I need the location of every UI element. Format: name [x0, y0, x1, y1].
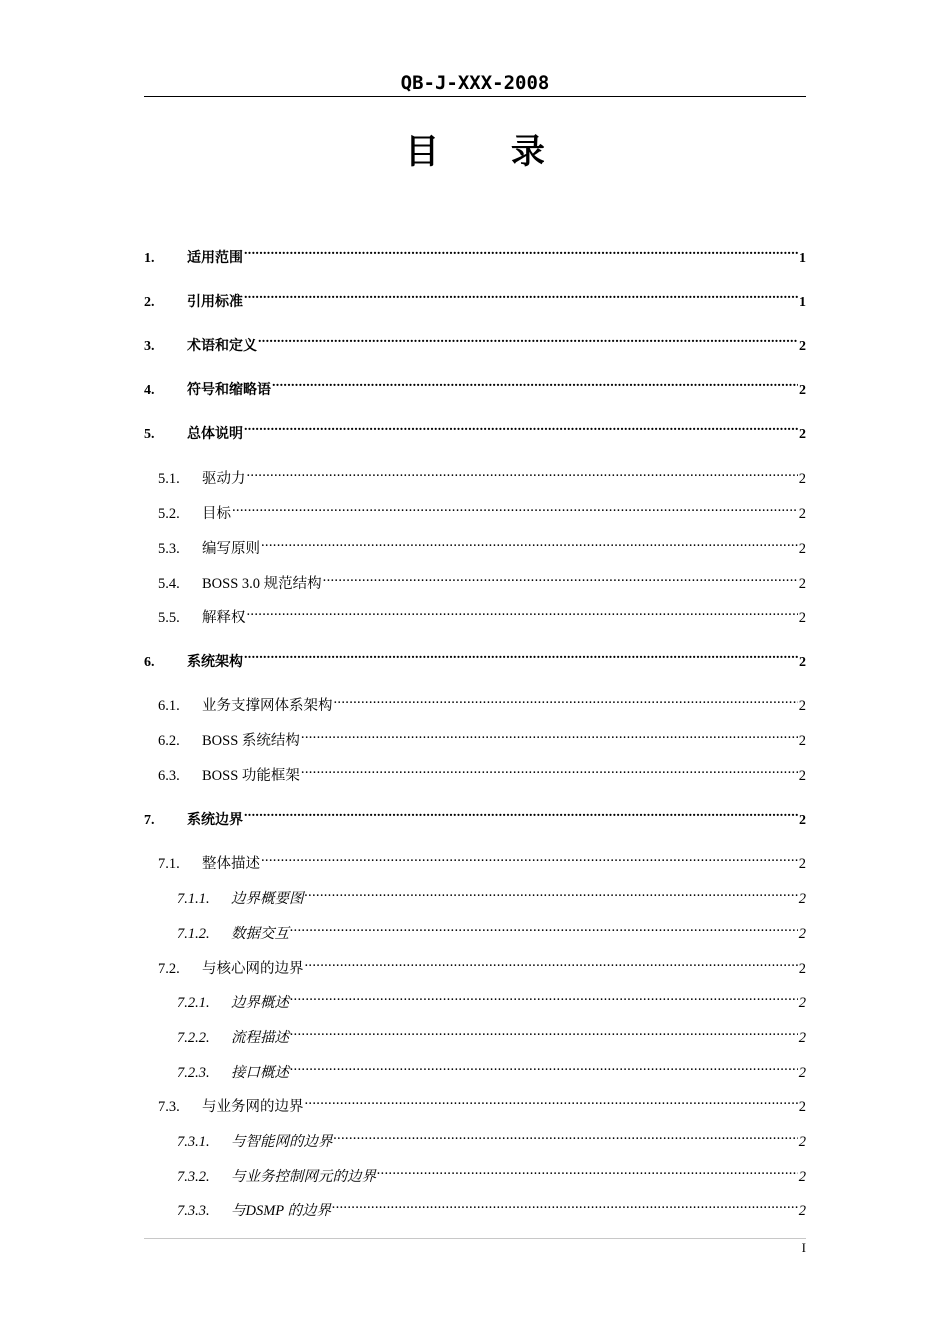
toc-dot-leader — [305, 1091, 798, 1111]
toc-entry[interactable] — [158, 602, 806, 626]
toc-entry-number: 5.5. — [158, 610, 180, 626]
toc-entry-number: 5.2. — [158, 506, 180, 522]
toc-entry-page: 2 — [799, 427, 806, 442]
toc-entry-page: 2 — [798, 506, 806, 522]
toc-entry-title: 边界概要图 — [231, 891, 304, 907]
toc-dot-leader — [334, 690, 798, 710]
toc-entry-page: 2 — [798, 541, 806, 557]
toc-entry-title: 符号和缩略语 — [187, 382, 271, 398]
toc-entry-title: 接口概述 — [231, 1065, 289, 1081]
toc-entry-number: 2. — [144, 295, 155, 310]
toc-entry-number: 5.3. — [158, 541, 180, 557]
toc-entry[interactable] — [158, 533, 806, 557]
toc-entry-title: BOSS 功能框架 — [202, 768, 300, 784]
toc-entry-page: 2 — [799, 655, 806, 670]
toc-entry-title: 整体描述 — [202, 856, 260, 872]
toc-entry-number: 7.2.2. — [177, 1030, 210, 1046]
toc-entry-title: 系统边界 — [187, 812, 243, 828]
toc-entry-number: 1. — [144, 251, 155, 266]
toc-entry-title: 流程描述 — [231, 1030, 289, 1046]
toc-entry-number: 7.1. — [158, 856, 180, 872]
toc-entry-number: 6.3. — [158, 768, 180, 784]
toc-dot-leader — [244, 804, 798, 824]
toc-entry[interactable] — [158, 760, 806, 784]
toc-entry-number: 7. — [144, 813, 155, 828]
toc-entry[interactable] — [177, 918, 806, 942]
toc-entry-title: 适用范围 — [187, 250, 243, 266]
toc-entry-title: 系统架构 — [187, 654, 243, 670]
toc-dot-leader — [332, 1195, 798, 1215]
toc-dot-leader — [301, 760, 798, 780]
toc-entry-title: 数据交互 — [231, 926, 289, 942]
toc-entry[interactable] — [144, 804, 806, 828]
document-number-header: QB-J-XXX-2008 — [400, 72, 550, 94]
toc-entry[interactable] — [144, 330, 806, 354]
toc-entry-number: 6. — [144, 655, 155, 670]
toc-entry-title: 目标 — [202, 506, 231, 522]
toc-entry[interactable] — [158, 848, 806, 872]
toc-entry-page: 2 — [798, 1099, 806, 1115]
toc-entry[interactable] — [144, 286, 806, 310]
toc-entry-title: 编写原则 — [202, 541, 260, 557]
toc-dot-leader — [261, 533, 798, 553]
toc-entry-title: 术语和定义 — [187, 338, 257, 354]
toc-entry[interactable] — [177, 1057, 806, 1081]
toc-entry[interactable] — [177, 1195, 806, 1219]
toc-entry-number: 3. — [144, 339, 155, 354]
toc-entry[interactable] — [144, 418, 806, 442]
toc-entry-title: BOSS 系统结构 — [202, 733, 300, 749]
toc-dot-leader — [323, 568, 798, 588]
toc-dot-leader — [305, 953, 798, 973]
toc-entry[interactable] — [158, 725, 806, 749]
toc-entry-number: 7.3.2. — [177, 1169, 210, 1185]
toc-entry-page: 2 — [798, 1065, 806, 1081]
toc-dot-leader — [377, 1161, 798, 1181]
footer-rule — [144, 1238, 806, 1239]
toc-entry-page: 2 — [798, 961, 806, 977]
toc-entry-title: 与核心网的边界 — [202, 961, 304, 977]
toc-entry-page: 2 — [798, 891, 806, 907]
toc-entry-page: 2 — [798, 471, 806, 487]
toc-entry-number: 4. — [144, 383, 155, 398]
toc-entry-page: 2 — [799, 813, 806, 828]
toc-entry-page: 2 — [798, 995, 806, 1011]
toc-entry[interactable] — [177, 1161, 806, 1185]
toc-dot-leader — [244, 286, 798, 306]
toc-entry[interactable] — [144, 374, 806, 398]
toc-entry[interactable] — [158, 463, 806, 487]
toc-dot-leader — [261, 848, 798, 868]
toc-entry-page: 2 — [798, 1203, 806, 1219]
toc-entry-number: 7.2.3. — [177, 1065, 210, 1081]
toc-entry[interactable] — [158, 953, 806, 977]
toc-entry-title: 驱动力 — [202, 471, 246, 487]
toc-entry[interactable] — [144, 242, 806, 266]
toc-entry-page: 2 — [798, 926, 806, 942]
toc-entry[interactable] — [158, 1091, 806, 1115]
toc-dot-leader — [244, 646, 798, 666]
toc-dot-leader — [290, 987, 798, 1007]
toc-entry[interactable] — [177, 1126, 806, 1150]
toc-dot-leader — [305, 883, 798, 903]
toc-dot-leader — [244, 242, 798, 262]
toc-entry-page: 2 — [798, 1169, 806, 1185]
toc-entry-title: 解释权 — [202, 610, 246, 626]
toc-entry[interactable] — [158, 690, 806, 714]
toc-dot-leader — [290, 1022, 798, 1042]
toc-dot-leader — [334, 1126, 798, 1146]
toc-entry-page: 2 — [798, 1030, 806, 1046]
toc-entry[interactable] — [158, 568, 806, 592]
toc-entry[interactable] — [177, 1022, 806, 1046]
toc-entry-number: 6.1. — [158, 698, 180, 714]
toc-entry-title: 边界概述 — [231, 995, 289, 1011]
toc-entry-number: 7.3. — [158, 1099, 180, 1115]
toc-entry[interactable] — [144, 646, 806, 670]
toc-dot-leader — [247, 463, 798, 483]
toc-dot-leader — [272, 374, 798, 394]
toc-title: 目 录 — [405, 132, 575, 172]
toc-entry[interactable] — [177, 883, 806, 907]
toc-entry-page: 1 — [799, 295, 806, 310]
toc-entry-page: 2 — [798, 698, 806, 714]
toc-entry-page: 2 — [798, 856, 806, 872]
toc-entry-title: 与DSMP 的边界 — [231, 1203, 332, 1219]
toc-entry-title: 与业务控制网元的边界 — [231, 1169, 376, 1185]
toc-entry-number: 5.4. — [158, 576, 180, 592]
toc-entry-number: 7.2. — [158, 961, 180, 977]
toc-entry-page: 2 — [799, 383, 806, 398]
toc-entry-number: 7.1.1. — [177, 891, 210, 907]
toc-entry-page: 2 — [798, 768, 806, 784]
toc-dot-leader — [290, 1057, 798, 1077]
header-rule — [144, 96, 806, 97]
toc-entry-number: 5. — [144, 427, 155, 442]
toc-entry-title: BOSS 3.0 规范结构 — [202, 576, 322, 592]
toc-dot-leader — [258, 330, 798, 350]
toc-entry-title: 与业务网的边界 — [202, 1099, 304, 1115]
toc-entry-page: 2 — [798, 733, 806, 749]
toc-entry-title: 业务支撑网体系架构 — [202, 698, 333, 714]
toc-entry-page: 2 — [798, 1134, 806, 1150]
toc-entry-page: 2 — [799, 339, 806, 354]
toc-dot-leader — [290, 918, 798, 938]
toc-entry-number: 7.3.3. — [177, 1203, 210, 1219]
toc-dot-leader — [244, 418, 798, 438]
toc-entry[interactable] — [158, 498, 806, 522]
toc-dot-leader — [232, 498, 798, 518]
toc-entry-page: 2 — [798, 610, 806, 626]
toc-entry-page: 2 — [798, 576, 806, 592]
toc-entry-title: 总体说明 — [187, 426, 243, 442]
footer-page-number: I — [801, 1240, 806, 1255]
toc-dot-leader — [247, 602, 798, 622]
toc-entry-title: 与智能网的边界 — [231, 1134, 333, 1150]
toc-entry-number: 7.1.2. — [177, 926, 210, 942]
toc-entry-number: 7.2.1. — [177, 995, 210, 1011]
toc-entry-number: 6.2. — [158, 733, 180, 749]
toc-entry-number: 7.3.1. — [177, 1134, 210, 1150]
toc-entry-page: 1 — [799, 251, 806, 266]
toc-entry-number: 5.1. — [158, 471, 180, 487]
toc-dot-leader — [301, 725, 798, 745]
toc-entry[interactable] — [177, 987, 806, 1011]
toc-entry-title: 引用标准 — [187, 294, 243, 310]
